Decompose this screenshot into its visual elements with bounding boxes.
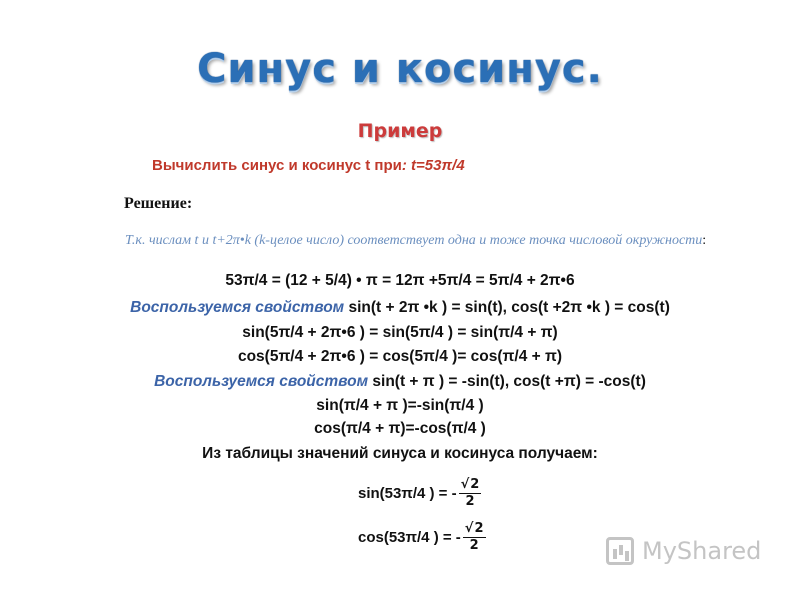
step-line-5 [0, 373, 800, 391]
result-cos-lhs: cos(53π/4 ) = - [358, 529, 461, 546]
fraction-numerator: 2 [474, 521, 484, 536]
property-label: Воспользуемся свойством [130, 299, 345, 316]
result-cos [358, 522, 486, 553]
note-colon: : [702, 233, 707, 248]
fraction-numerator: 2 [470, 477, 480, 492]
slide-title: Синус и косинус. [197, 46, 603, 92]
step-line-4: cos(5π/4 + 2π•6 ) = cos(5π/4 )= cos(π/4 + π) [237, 348, 563, 365]
note-text [125, 233, 706, 249]
result-sin-fraction [459, 478, 482, 509]
note-body: Т.к. числам t и t+2π•k (k-целое число) соответствует одна и тоже точка числовой окружности [125, 233, 703, 248]
step-line-8: Из таблицы значений синуса и косинуса получаем: [202, 445, 598, 462]
fraction-denominator: 2 [469, 538, 479, 553]
task-text: Вычислить синус и косинус t при [152, 157, 402, 174]
property-label: Воспользуемся свойством [154, 373, 369, 390]
step-line-6: sin(π/4 + π )=-sin(π/4 ) [316, 397, 484, 414]
result-cos-fraction [463, 522, 486, 553]
watermark [606, 537, 761, 565]
task-statement [152, 157, 465, 174]
fraction-denominator: 2 [465, 494, 475, 509]
watermark-text: MyShared [642, 537, 762, 565]
property-formula: sin(t + 2π •k ) = sin(t), cos(t +2π •k ) = cos(t) [344, 299, 670, 316]
sqrt-icon: √ [460, 477, 470, 492]
sqrt-icon: √ [464, 521, 474, 536]
step-line-1: 53π/4 = (12 + 5/4) • π = 12π +5π/4 = 5π/4 + 2π•6 [225, 272, 575, 289]
step-line-3: sin(5π/4 + 2π•6 ) = sin(5π/4 ) = sin(π/4 + π) [242, 324, 558, 341]
result-sin-lhs: sin(53π/4 ) = - [358, 485, 457, 502]
property-formula: sin(t + π ) = -sin(t), cos(t +π) = -cos(t) [368, 373, 646, 390]
example-heading: Пример [357, 120, 443, 142]
chart-logo-icon [606, 537, 634, 565]
result-sin [358, 478, 481, 509]
solution-label: Решение: [124, 195, 193, 212]
task-value: : t=53π/4 [401, 157, 465, 174]
step-line-7: cos(π/4 + π)=-cos(π/4 ) [314, 420, 486, 437]
step-line-2 [0, 299, 800, 317]
